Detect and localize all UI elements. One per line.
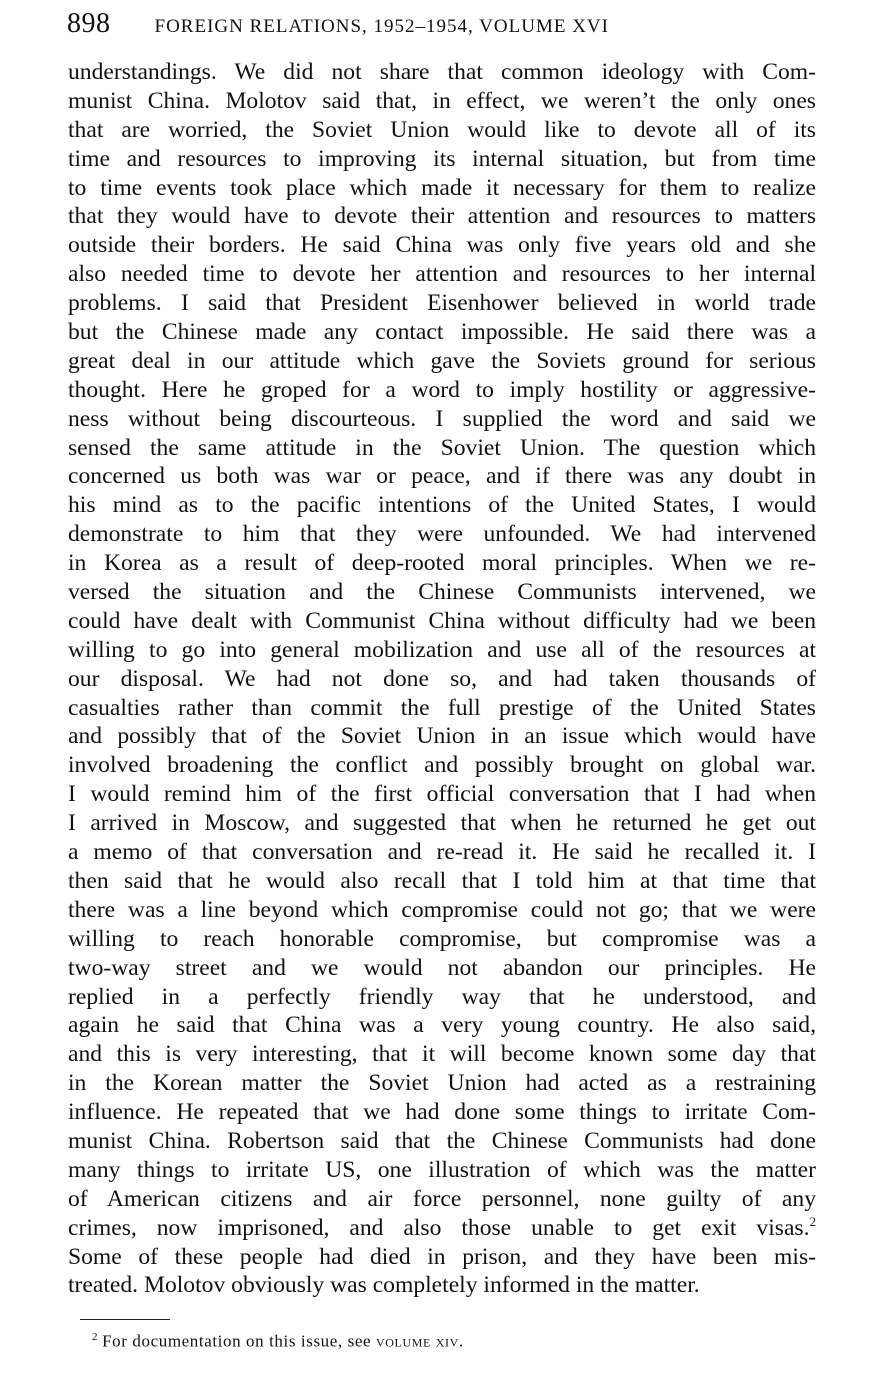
- text-line: concerned us both was war or peace, and if there was any doubt in: [68, 463, 816, 490]
- text-line: demonstrate to him that they were unfounded. We had intervened: [68, 521, 816, 548]
- text-line: also needed time to devote her attention and resources to her internal: [68, 261, 816, 288]
- text-line: munist China. Molotov said that, in effect, we weren’t the only ones: [68, 87, 816, 114]
- text-line: that they would have to devote their attention and resources to matters: [68, 203, 816, 230]
- text-line: and this is very interesting, that it will become known some day that: [68, 1041, 816, 1068]
- text-line: time and resources to improving its internal situation, but from time: [68, 145, 816, 172]
- text-line: influence. He repeated that we had done some things to irritate Com-: [68, 1099, 816, 1126]
- text-line: replied in a perfectly friendly way that he understood, and: [68, 983, 816, 1010]
- text-line: his mind as to the pacific intentions of the United States, I would: [68, 492, 816, 519]
- footnote-divider: [80, 1319, 170, 1320]
- text-line: Some of these people had died in prison, and they have been mis-: [68, 1243, 816, 1270]
- text-line: willing to go into general mobilization and use all of the resources at: [68, 636, 816, 663]
- page-number: 898: [67, 8, 111, 39]
- text-line: then said that he would also recall that I told him at that time that: [68, 867, 816, 894]
- text-line: I arrived in Moscow, and suggested that when he returned he get out: [68, 810, 816, 837]
- text-line: there was a line beyond which compromise could not go; that we were: [68, 896, 816, 923]
- text-line: munist China. Robertson said that the Chinese Communists had done: [68, 1127, 816, 1154]
- text-line: sensed the same attitude in the Soviet Union. The question which: [68, 434, 816, 461]
- text-line: our disposal. We had not done so, and had taken thousands of: [68, 665, 816, 692]
- footnote-reference: 2: [809, 1213, 816, 1229]
- text-line: treated. Molotov obviously was completely informed in the matter.: [68, 1272, 700, 1299]
- text-line: versed the situation and the Chinese Communists intervened, we: [68, 579, 816, 606]
- text-line: willing to reach honorable compromise, but compromise was a: [68, 925, 816, 952]
- text-line: many things to irritate US, one illustration of which was the matter: [68, 1156, 816, 1183]
- text-line: and possibly that of the Soviet Union in an issue which would have: [68, 723, 816, 750]
- text-line: of American citizens and air force personnel, none guilty of any: [68, 1185, 816, 1212]
- text-line: in the Korean matter the Soviet Union had acted as a restraining: [68, 1070, 816, 1097]
- text-line: casualties rather than commit the full prestige of the United States: [68, 694, 816, 721]
- text-line: involved broadening the conflict and possibly brought on global war.: [68, 752, 816, 779]
- text-line: great deal in our attitude which gave the Soviets ground for serious: [68, 347, 816, 374]
- text-line: to time events took place which made it necessary for them to realize: [68, 174, 816, 201]
- text-line: again he said that China was a very young country. He also said,: [68, 1012, 816, 1039]
- text-line: I would remind him of the first official conversation that I had when: [68, 781, 816, 808]
- page-header: [67, 8, 827, 42]
- text-line: understandings. We did not share that common ideology with Com-: [68, 59, 816, 85]
- text-line: problems. I said that President Eisenhower believed in world trade: [68, 290, 816, 317]
- body-text: [68, 58, 816, 1300]
- text-line: crimes, now imprisoned, and also those unable to get exit visas.$^2$: [68, 1213, 816, 1241]
- text-line: a memo of that conversation and re-read it. He said he recalled it. I: [68, 839, 816, 866]
- footnote-mark: 2: [92, 1331, 99, 1343]
- text-line: in Korea as a result of deep-rooted moral principles. When we re-: [68, 550, 816, 577]
- footnote: [92, 1326, 792, 1353]
- footnote-text: For documentation on this issue, see: [102, 1331, 372, 1351]
- text-line: two-way street and we would not abandon our principles. He: [68, 954, 816, 981]
- text-line: ness without being discourteous. I supplied the word and said we: [68, 405, 816, 432]
- text-line: that are worried, the Soviet Union would like to devote all of its: [68, 116, 816, 143]
- text-line: outside their borders. He said China was only five years old and she: [68, 232, 816, 259]
- text-line: thought. Here he groped for a word to imply hostility or aggressive-: [68, 376, 816, 403]
- running-head: FOREIGN RELATIONS, 1952–1954, VOLUME XVI: [154, 16, 609, 37]
- footnote-volume: volume xiv.: [375, 1331, 464, 1351]
- text-line: could have dealt with Communist China without difficulty had we been: [68, 607, 816, 634]
- text-line: but the Chinese made any contact impossible. He said there was a: [68, 319, 816, 346]
